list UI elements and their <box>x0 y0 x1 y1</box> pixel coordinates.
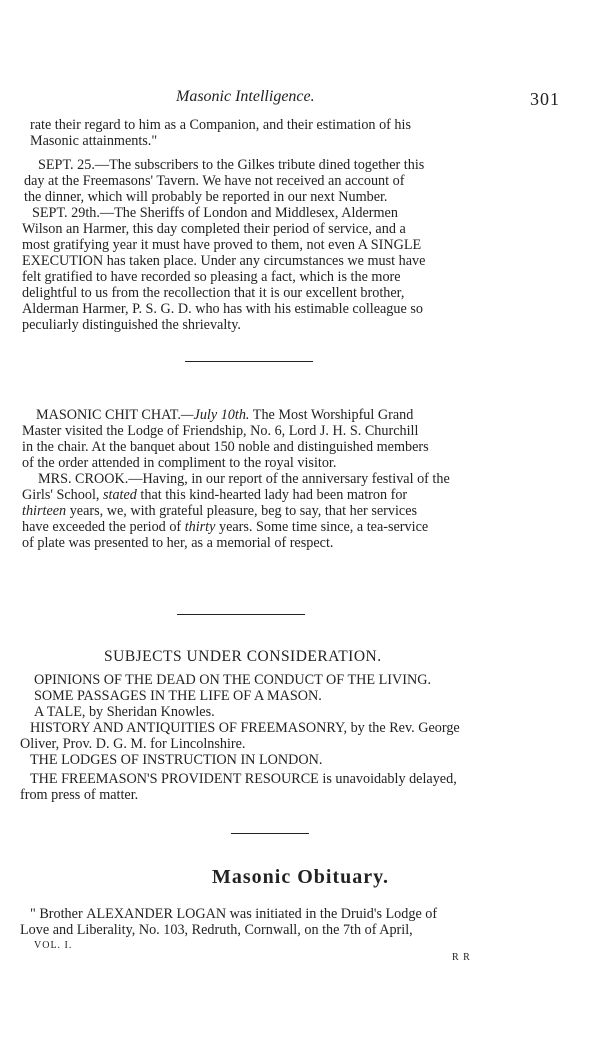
subject-line-4: HISTORY AND ANTIQUITIES OF FREEMASONRY, by the Rev. George <box>30 720 460 736</box>
sec1-line-11: delightful to us from the recollection that it is our excellent brother, <box>22 285 405 301</box>
obituary-line-2: Love and Liberality, No. 103, Redruth, Cornwall, on the 7th of April, <box>20 922 413 938</box>
sec1-line-6: SEPT. 29th.—The Sheriffs of London and Middlesex, Aldermen <box>32 205 398 221</box>
volume-marker: VOL. I. <box>34 940 73 951</box>
sec1-line-5: the dinner, which will probably be reported in our next Number. <box>24 189 388 205</box>
sec1-line-4: day at the Freemasons' Tavern. We have not received an account of <box>24 173 405 189</box>
chit-chat-line-2: Master visited the Lodge of Friendship, No. 6, Lord J. H. S. Churchill <box>22 423 419 439</box>
section-divider-2 <box>177 614 305 615</box>
signature-mark: R R <box>452 952 471 963</box>
section-divider-1 <box>185 361 313 362</box>
subjects-heading: SUBJECTS UNDER CONSIDERATION. <box>104 648 382 665</box>
crook-line-1: MRS. CROOK.—Having, in our report of the anniversary festival of the <box>38 471 450 487</box>
sec1-line-1: rate their regard to him as a Companion, and their estimation of his <box>30 117 411 133</box>
obituary-heading: Masonic Obituary. <box>212 866 390 888</box>
subject-line-5: Oliver, Prov. D. G. M. for Lincolnshire. <box>20 736 246 752</box>
crook-line-2: Girls' School, stated that this kind-hearted lady had been matron for <box>22 487 408 503</box>
crook-line-3: thirteen years, we, with grateful pleasure, beg to say, that her services <box>22 503 418 519</box>
chit-chat-line-4: of the order attended in compliment to the royal visitor. <box>22 455 337 471</box>
subject-line-6: THE LODGES OF INSTRUCTION IN LONDON. <box>30 752 323 768</box>
subject-line-3: A TALE, by Sheridan Knowles. <box>34 704 215 720</box>
sec1-line-10: felt gratified to have recorded so pleasing a fact, which is the more <box>22 269 401 285</box>
running-head: Masonic Intelligence. <box>176 88 315 105</box>
subject-line-2: SOME PASSAGES IN THE LIFE OF A MASON. <box>34 688 322 704</box>
chit-chat-title: MASONIC CHIT CHAT. <box>36 407 181 423</box>
chit-chat-line-3: in the chair. At the banquet about 150 noble and distinguished members <box>22 439 429 455</box>
sec1-line-9: EXECUTION has taken place. Under any circumstances we must have <box>22 253 426 269</box>
chit-chat-line-1: MASONIC CHIT CHAT.—July 10th. The Most Worshipful Grand <box>36 407 414 423</box>
sec1-line-3: SEPT. 25.—The subscribers to the Gilkes tribute dined together this <box>38 157 425 173</box>
sec1-line-7: Wilson an Harmer, this day completed their period of service, and a <box>22 221 406 237</box>
sec1-line-8: most gratifying year it must have proved to them, not even A SINGLE <box>22 237 422 253</box>
crook-title: MRS. CROOK. <box>38 471 129 487</box>
section-divider-3 <box>231 833 309 834</box>
page-number: 301 <box>530 89 560 109</box>
subject-line-7: THE FREEMASON'S PROVIDENT RESOURCE is unavoidably delayed, <box>30 771 457 787</box>
crook-line-4: have exceeded the period of thirty years. Some time since, a tea-service <box>22 519 429 535</box>
subject-line-1: OPINIONS OF THE DEAD ON THE CONDUCT OF THE LIVING. <box>34 672 431 688</box>
sec1-line-12: Alderman Harmer, P. S. G. D. who has with his estimable colleague so <box>22 301 423 317</box>
subject-line-8: from press of matter. <box>20 787 139 803</box>
crook-line-5: of plate was presented to her, as a memorial of respect. <box>22 535 334 551</box>
sec1-line-2: Masonic attainments." <box>30 133 158 149</box>
obituary-line-1: " Brother ALEXANDER LOGAN was initiated in the Druid's Lodge of <box>30 906 438 922</box>
sec1-line-13: peculiarly distinguished the shrievalty. <box>22 317 241 333</box>
